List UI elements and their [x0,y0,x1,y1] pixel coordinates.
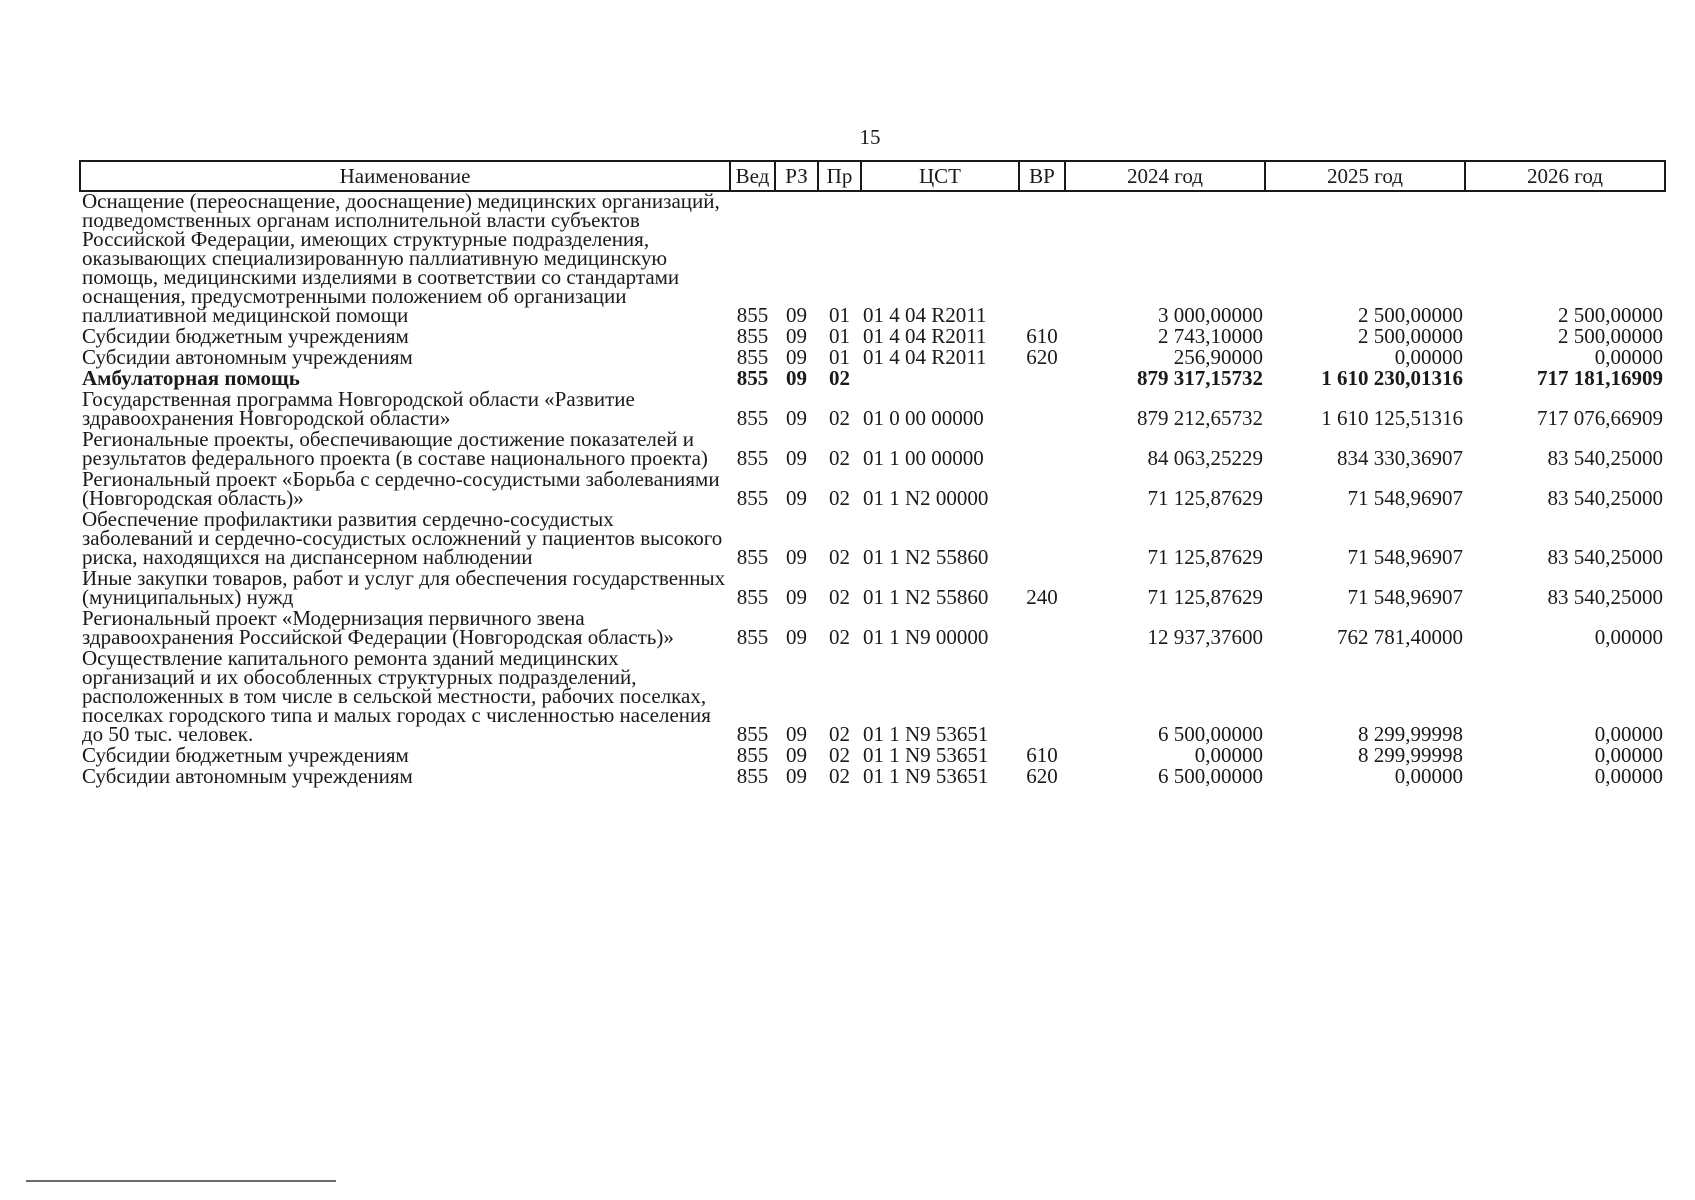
row-pr: 02 [829,486,850,510]
header-cst: ЦСТ [861,161,1019,191]
row-value-2026: 83 540,25000 [1547,545,1663,569]
row-vr [1019,609,1065,649]
page-number: 15 [859,125,881,149]
row-cst: 01 1 N9 53651 [863,743,989,767]
row-value-2026: 83 540,25000 [1547,486,1663,510]
row-value-2026: 0,00000 [1594,722,1663,746]
row-value-2025: 1 610 125,51316 [1321,406,1463,430]
row-cst: 01 4 04 R2011 [863,303,987,327]
row-value-2024: 12 937,37600 [1147,625,1263,649]
row-rz: 09 [786,545,807,569]
row-name: Иные закупки товаров, работ и услуг для обеспечения государственных (муниципальных) нужд [82,566,726,609]
row-value-2025: 762 781,40000 [1337,625,1463,649]
row-rz: 09 [786,406,807,430]
row-pr: 02 [829,585,850,609]
row-pr: 02 [829,446,850,470]
row-cst [861,369,1019,390]
row-vr [1019,191,1065,327]
row-ved: 855 [736,345,769,369]
table-header-row [80,161,1665,191]
row-rz: 09 [786,446,807,470]
row-name: Государственная программа Новгородской области «Развитие здравоохранения Новгородской области» [82,387,635,430]
header-2025: 2025 год [1265,161,1465,191]
row-rz: 09 [786,625,807,649]
footer-line [26,1180,336,1182]
row-name: Субсидии автономным учреждениям [82,345,413,369]
row-value-2025: 8 299,99998 [1358,743,1463,767]
row-cst: 01 1 N2 55860 [863,545,989,569]
row-ved: 855 [736,406,769,430]
row-cst: 01 1 N2 55860 [863,585,989,609]
table-row [80,767,1665,788]
row-value-2026: 2 500,00000 [1558,303,1663,327]
row-cst: 01 1 00 00000 [863,446,984,470]
row-value-2024: 0,00000 [1194,743,1263,767]
header-vr: ВР [1019,161,1065,191]
row-value-2024: 2 743,10000 [1158,324,1263,348]
row-value-2026: 2 500,00000 [1558,324,1663,348]
row-vr [1019,369,1065,390]
row-name: Оснащение (переоснащение, дооснащение) медицинских организаций, подведомственных органам исполнительной власти субъектов Российской Федерации, имеющих структурные подразделения, оказывающих специализированную паллиативную медицинскую помощь, медицинскими изделиями в соответствии со стандартами оснащения, предусмотренными положением об организации паллиативной медицинской помощи [82,189,720,327]
row-value-2026: 717 181,16909 [1537,366,1663,390]
row-value-2025: 71 548,96907 [1347,545,1463,569]
row-vr [1019,470,1065,510]
row-vr [1019,510,1065,569]
table-body [80,191,1665,788]
row-vr: 610 [1026,324,1058,348]
row-ved: 855 [736,486,769,510]
row-ved: 855 [736,722,769,746]
row-cst: 01 0 00 00000 [863,406,984,430]
row-vr [1019,390,1065,430]
row-value-2024: 3 000,00000 [1158,303,1263,327]
row-vr: 620 [1026,345,1058,369]
row-name: Региональный проект «Модернизация первичного звена здравоохранения Российской Федерации (Новгородская область)» [82,606,674,649]
row-value-2025: 2 500,00000 [1358,324,1463,348]
table-row [80,569,1665,609]
row-rz: 09 [786,486,807,510]
row-pr: 02 [829,743,850,767]
row-ved: 855 [736,366,769,390]
row-value-2024: 879 317,15732 [1137,366,1263,390]
row-cst: 01 1 N9 53651 [863,722,989,746]
row-pr: 02 [829,545,850,569]
table-row [80,609,1665,649]
row-ved: 855 [736,764,769,788]
row-vr: 620 [1026,764,1058,788]
row-value-2024: 71 125,87629 [1147,486,1263,510]
row-ved: 855 [736,324,769,348]
row-name: Субсидии бюджетным учреждениям [82,743,409,767]
row-name: Субсидии автономным учреждениям [82,764,413,788]
row-pr: 01 [829,345,850,369]
row-rz: 09 [786,303,807,327]
header-ved: Вед [730,161,775,191]
row-value-2026: 717 076,66909 [1537,406,1663,430]
row-value-2024: 71 125,87629 [1147,585,1263,609]
row-value-2026: 83 540,25000 [1547,585,1663,609]
row-name: Субсидии бюджетным учреждениям [82,324,409,348]
row-ved: 855 [736,446,769,470]
row-name: Региональный проект «Борьба с сердечно-сосудистыми заболеваниями (Новгородская область)» [82,467,720,510]
row-rz: 09 [786,324,807,348]
row-name: Амбулаторная помощь [82,366,300,390]
table-row [80,470,1665,510]
row-cst: 01 4 04 R2011 [863,345,987,369]
row-value-2024: 879 212,65732 [1137,406,1263,430]
row-rz: 09 [786,722,807,746]
row-rz: 09 [786,585,807,609]
row-pr: 02 [829,366,850,390]
row-cst: 01 1 N9 00000 [863,625,989,649]
row-value-2024: 6 500,00000 [1158,722,1263,746]
row-value-2025: 0,00000 [1394,764,1463,788]
header-2026: 2026 год [1465,161,1665,191]
row-value-2025: 71 548,96907 [1347,486,1463,510]
row-rz: 09 [786,345,807,369]
row-name: Региональные проекты, обеспечивающие достижение показателей и результатов федерального проекта (в составе национального проекта) [82,427,708,470]
row-pr: 02 [829,625,850,649]
row-ved: 855 [736,303,769,327]
row-value-2025: 2 500,00000 [1358,303,1463,327]
row-cst: 01 1 N2 00000 [863,486,989,510]
row-value-2024: 6 500,00000 [1158,764,1263,788]
row-vr: 610 [1026,743,1058,767]
row-pr: 02 [829,406,850,430]
row-pr: 01 [829,303,850,327]
row-value-2026: 0,00000 [1594,345,1663,369]
row-ved: 855 [736,545,769,569]
table-row [80,649,1665,746]
header-pr: Пр [818,161,861,191]
row-rz: 09 [786,764,807,788]
row-value-2024: 256,90000 [1173,345,1263,369]
row-pr: 02 [829,722,850,746]
table-row [80,191,1665,327]
row-vr [1019,649,1065,746]
row-name: Обеспечение профилактики развития сердечно-сосудистых заболеваний и сердечно-сосудистых осложнений у пациентов высокого риска, находящихся на диспансерном наблюдении [82,507,723,569]
row-value-2025: 1 610 230,01316 [1321,366,1463,390]
row-cst: 01 4 04 R2011 [863,324,987,348]
header-name: Наименование [80,161,730,191]
row-value-2025: 0,00000 [1394,345,1463,369]
row-value-2026: 0,00000 [1594,743,1663,767]
row-value-2026: 0,00000 [1594,764,1663,788]
row-value-2026: 83 540,25000 [1547,446,1663,470]
row-value-2024: 71 125,87629 [1147,545,1263,569]
row-vr: 240 [1026,585,1058,609]
row-value-2024: 84 063,25229 [1147,446,1263,470]
row-ved: 855 [736,585,769,609]
row-ved: 855 [736,743,769,767]
row-cst: 01 1 N9 53651 [863,764,989,788]
row-pr: 02 [829,764,850,788]
header-2024: 2024 год [1065,161,1265,191]
row-rz: 09 [786,743,807,767]
row-value-2025: 8 299,99998 [1358,722,1463,746]
budget-table [79,160,1666,788]
row-value-2025: 834 330,36907 [1337,446,1463,470]
row-name: Осуществление капитального ремонта зданий медицинских организаций и их обособленных структурных подразделений, расположенных в том числе в сельской местности, рабочих поселках, поселках городского типа и малых городах с численностью населения до 50 тыс. человек. [82,646,711,746]
table-row [80,510,1665,569]
row-vr [1019,430,1065,470]
header-rz: РЗ [775,161,818,191]
table-row [80,390,1665,430]
row-pr: 01 [829,324,850,348]
row-rz: 09 [786,366,807,390]
row-ved: 855 [736,625,769,649]
row-value-2025: 71 548,96907 [1347,585,1463,609]
row-value-2026: 0,00000 [1594,625,1663,649]
table-row [80,430,1665,470]
